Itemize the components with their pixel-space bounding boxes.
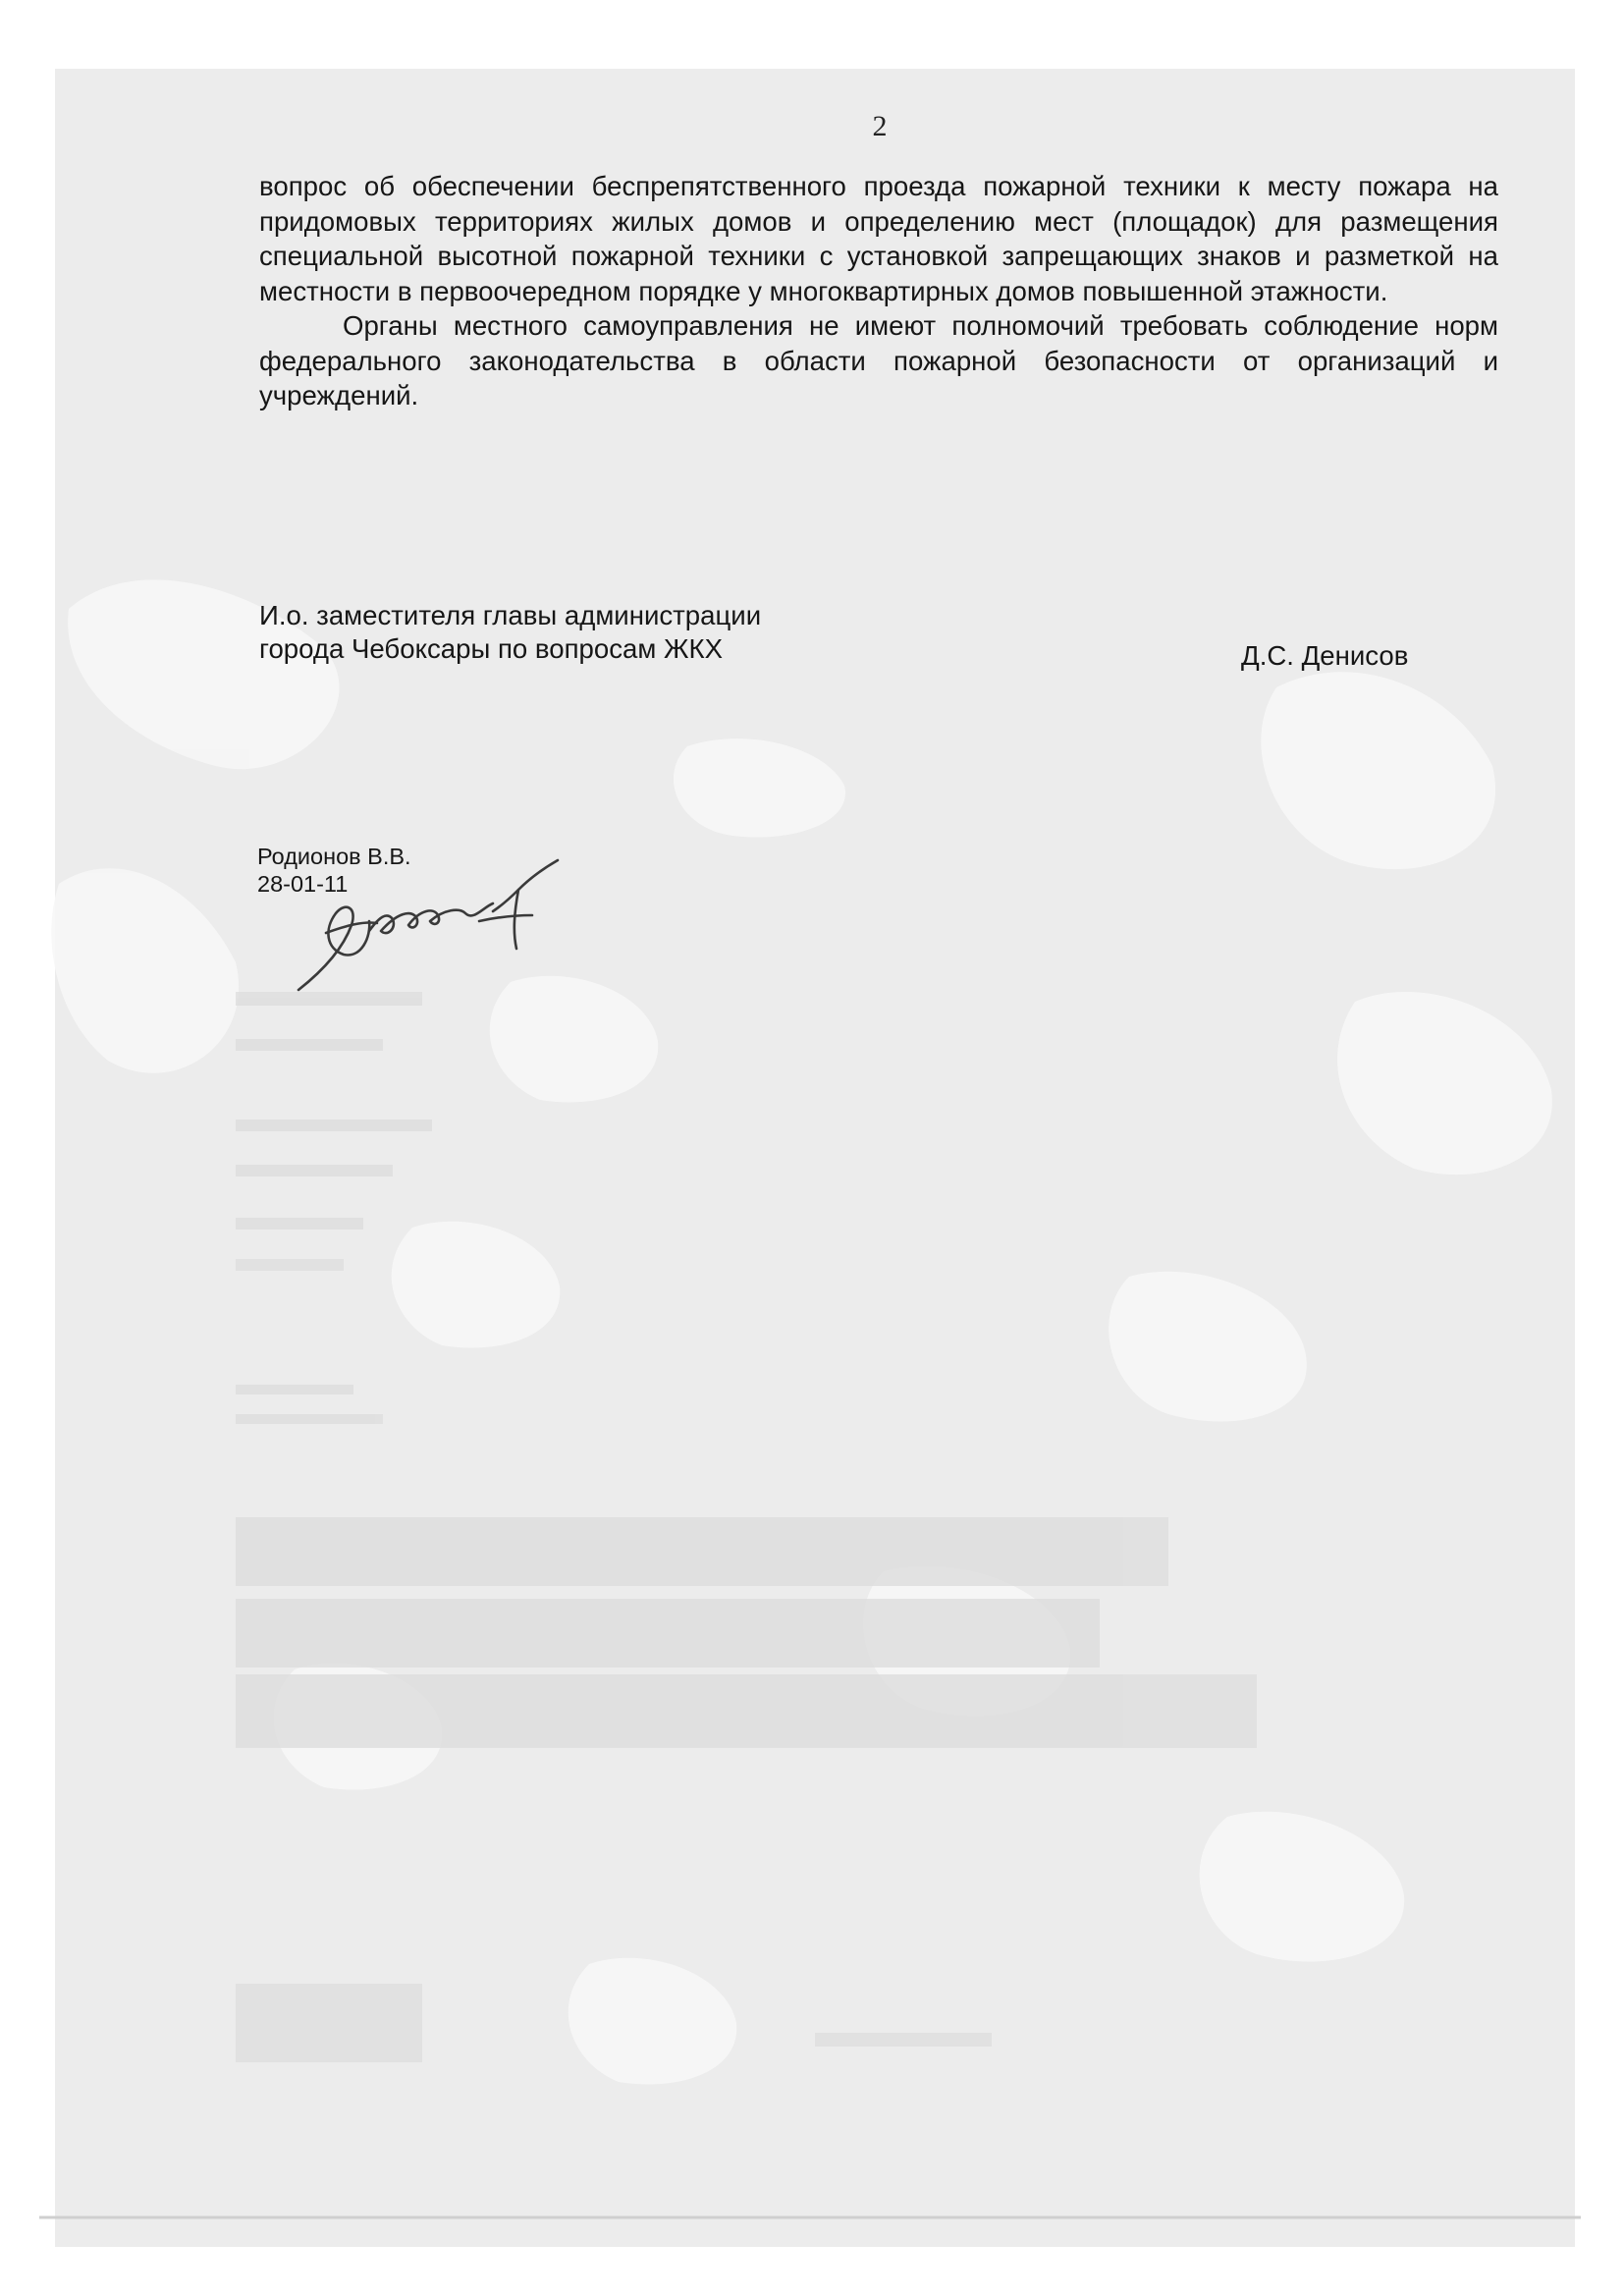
letter-body — [259, 169, 1498, 413]
body-paragraph-2: Органы местного самоуправления не имеют полномочий требовать соблюдение норм федерального законодательства в области пожарной безопасности от организаций и учреждений. — [259, 310, 1498, 410]
body-paragraph-1: вопрос об обеспечении беспрепятственного проезда пожарной техники к месту пожара на придомовых территориях жилых домов и определению мест (площадок) для размещения специальной высотной пожарной техники с установкой запрещающих знаков и разметкой на местности в первоочередном порядке у многоквартирных домов повышенной этажности. — [259, 171, 1498, 306]
handwritten-signature — [287, 852, 601, 1010]
executor-date: 28-01-11 — [257, 871, 349, 897]
signer-title — [259, 599, 761, 666]
signer-name: Д.С. Денисов — [1241, 640, 1409, 671]
page-number: 2 — [872, 110, 888, 142]
signer-title-line-2: города Чебоксары по вопросам ЖКХ — [259, 633, 723, 664]
signer-title-line-1: И.о. заместителя главы администрации — [259, 600, 762, 630]
executor-name: Родионов В.В. — [257, 844, 411, 869]
